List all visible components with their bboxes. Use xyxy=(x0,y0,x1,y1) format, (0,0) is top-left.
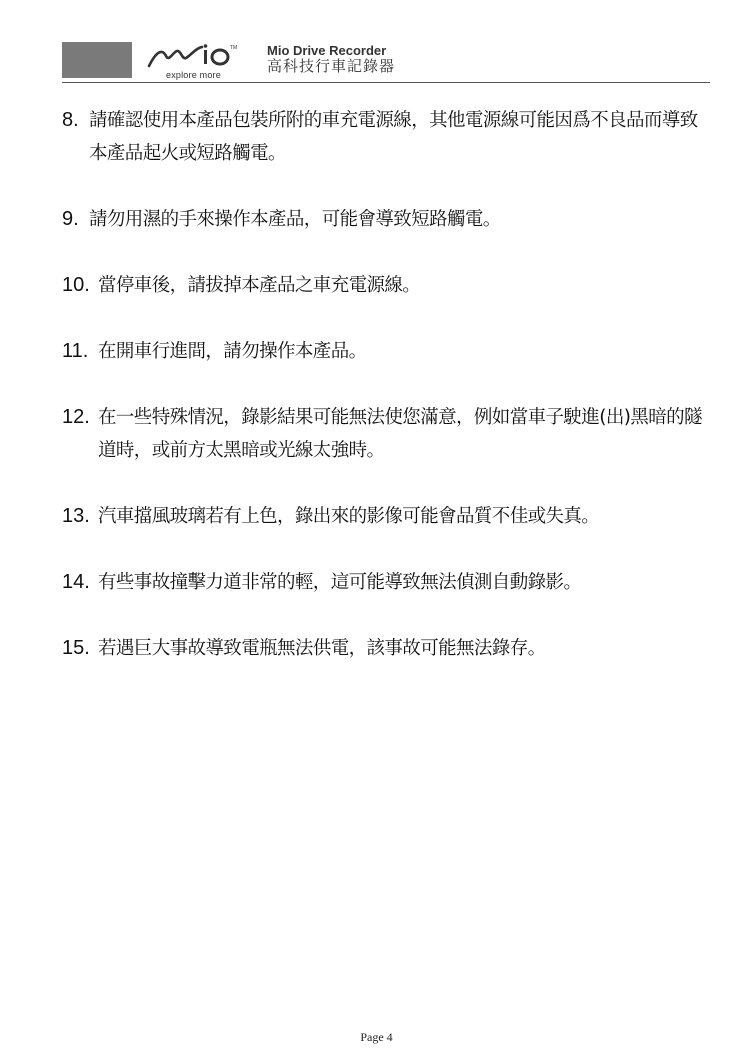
item-text: 請確認使用本產品包裝所附的車充電源線，其他電源線可能因爲不良品而導致本產品起火或短路觸電。 xyxy=(89,110,698,164)
list-item xyxy=(62,401,714,467)
svg-text:TM: TM xyxy=(230,45,238,51)
item-text: 在一些特殊情況，錄影結果可能無法使您滿意，例如當車子駛進(出)黑暗的隧道時，或前方太黑暗或光線太強時。 xyxy=(98,407,702,461)
list-item xyxy=(62,500,714,533)
mio-logo xyxy=(146,42,241,86)
item-text: 請勿用濕的手來操作本產品，可能會導致短路觸電。 xyxy=(89,209,501,230)
header-title xyxy=(267,44,395,75)
item-text: 有些事故撞擊力道非常的輕，這可能導致無法偵測自動錄影。 xyxy=(98,572,582,593)
header-divider xyxy=(62,82,710,83)
item-number: 10. xyxy=(62,274,90,296)
item-text: 當停車後，請拔掉本產品之車充電源線。 xyxy=(98,275,421,296)
item-number: 12. xyxy=(62,406,90,428)
header-gray-block xyxy=(62,42,132,78)
item-number: 15. xyxy=(62,637,90,659)
page-header xyxy=(62,40,710,86)
list-item xyxy=(62,269,714,302)
list-item xyxy=(62,632,714,665)
item-number: 9. xyxy=(62,208,79,230)
list-item xyxy=(62,335,714,368)
mio-logo-mark xyxy=(146,42,241,72)
list-item xyxy=(62,104,714,170)
item-text: 汽車擋風玻璃若有上色，錄出來的影像可能會品質不佳或失真。 xyxy=(98,506,600,527)
item-number: 8. xyxy=(62,109,79,131)
header-title-english: Mio Drive Recorder xyxy=(267,43,387,58)
list-item xyxy=(62,566,714,599)
header-title-chinese: 高科技行車記錄器 xyxy=(267,57,396,76)
safety-notice-list xyxy=(62,104,714,698)
item-number: 13. xyxy=(62,505,90,527)
item-number: 14. xyxy=(62,571,90,593)
item-text: 在開車行進間，請勿操作本產品。 xyxy=(98,341,367,362)
page-number: Page 4 xyxy=(360,1030,393,1044)
logo-tagline: explore more xyxy=(166,70,221,80)
item-text: 若遇巨大事故導致電瓶無法供電，該事故可能無法錄存。 xyxy=(98,638,546,659)
item-number: 11. xyxy=(62,340,89,362)
list-item xyxy=(62,203,714,236)
